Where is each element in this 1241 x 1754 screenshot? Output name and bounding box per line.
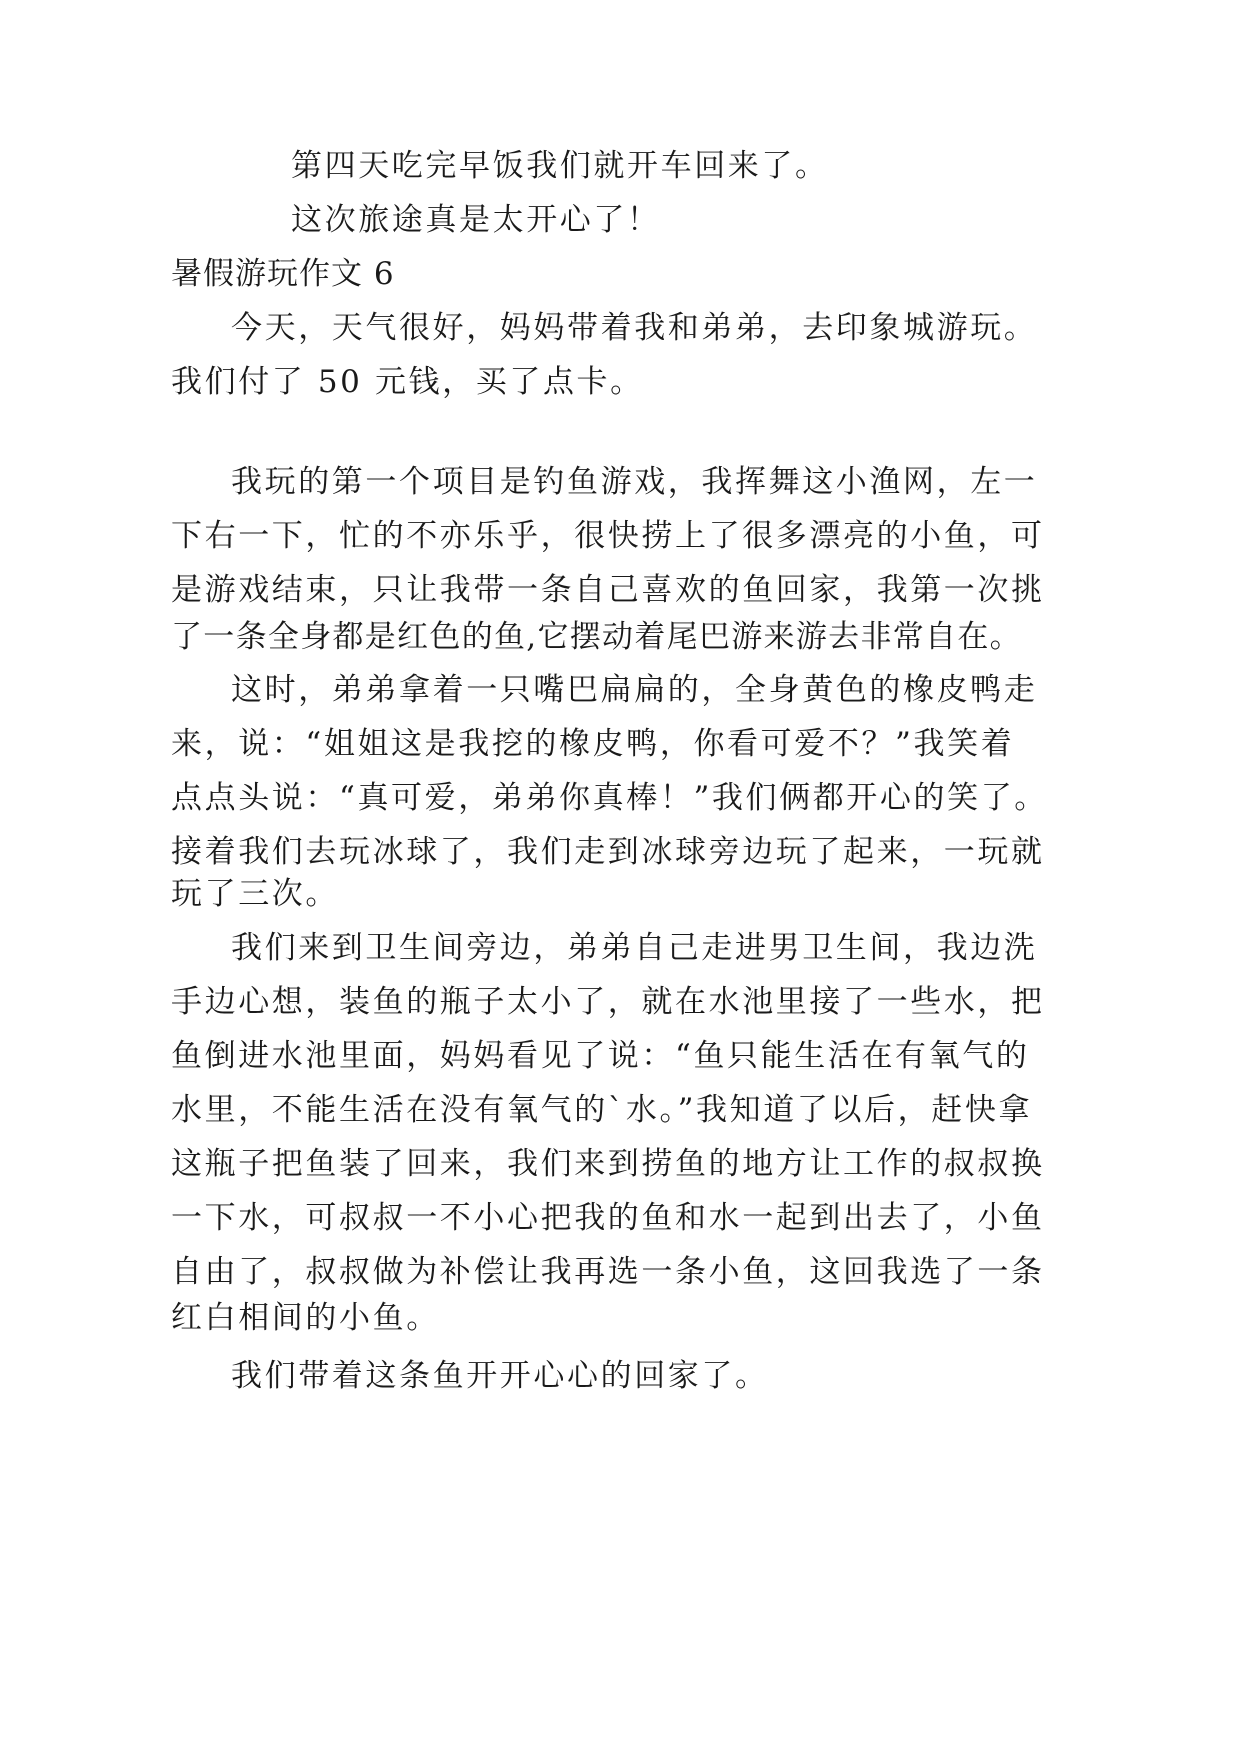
text-line: 今天，天气很好，妈妈带着我和弟弟，去印象城游玩。	[231, 310, 1038, 346]
text-line: 了一条全身都是红色的鱼,它摆动着尾巴游来游去非常自在。	[171, 619, 1022, 655]
text-line: 这次旅途真是太开心了！	[291, 202, 661, 238]
text-line: 这瓶子把鱼装了回来，我们来到捞鱼的地方让工作的叔叔换	[171, 1146, 1045, 1182]
text-line: 下右一下，忙的不亦乐乎，很快捞上了很多漂亮的小鱼，可	[171, 518, 1045, 554]
text-line: 我们付了 50 元钱，买了点卡。	[171, 364, 644, 400]
text-line: 这时，弟弟拿着一只嘴巴扁扁的，全身黄色的橡皮鸭走	[231, 672, 1038, 708]
text-line: 我们带着这条鱼开开心心的回家了。	[231, 1358, 769, 1394]
text-line: 红白相间的小鱼。	[171, 1300, 440, 1336]
text-line: 一下水，可叔叔一不小心把我的鱼和水一起到出去了，小鱼	[171, 1200, 1045, 1236]
text-line: 水里，不能生活在没有氧气的`水。”我知道了以后，赶快拿	[171, 1092, 1033, 1128]
text-line: 手边心想，装鱼的瓶子太小了，就在水池里接了一些水，把	[171, 984, 1045, 1020]
section-heading: 暑假游玩作文 6	[171, 256, 395, 292]
text-line: 点点头说：“真可爱，弟弟你真棒！”我们俩都开心的笑了。	[171, 780, 1048, 816]
text-line: 我玩的第一个项目是钓鱼游戏，我挥舞这小渔网，左一	[231, 464, 1038, 500]
text-line: 来，说：“姐姐这是我挖的橡皮鸭，你看可爱不？”我笑着	[171, 726, 1015, 762]
text-line: 是游戏结束，只让我带一条自己喜欢的鱼回家，我第一次挑	[171, 572, 1045, 608]
text-line: 接着我们去玩冰球了，我们走到冰球旁边玩了起来，一玩就	[171, 834, 1045, 870]
text-line: 自由了，叔叔做为补偿让我再选一条小鱼，这回我选了一条	[171, 1254, 1045, 1290]
text-line: 玩了三次。	[171, 876, 339, 912]
text-line: 鱼倒进水池里面，妈妈看见了说：“鱼只能生活在有氧气的	[171, 1038, 1030, 1074]
text-line: 第四天吃完早饭我们就开车回来了。	[291, 148, 829, 184]
text-line: 我们来到卫生间旁边，弟弟自己走进男卫生间，我边洗	[231, 930, 1038, 966]
